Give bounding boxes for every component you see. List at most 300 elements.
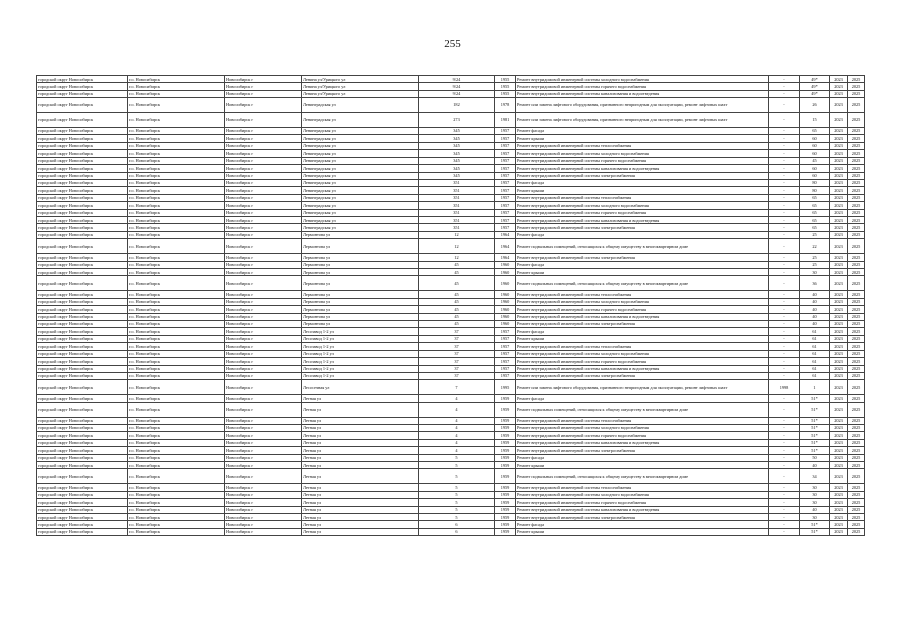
cell-municipal-district: городской округ Новосибирск: [37, 127, 128, 134]
cell-municipal-district: городской округ Новосибирск: [37, 454, 128, 461]
cell-end-year: 2025: [848, 328, 865, 335]
table-row: [37, 172, 865, 179]
cell-house-number: 351: [419, 217, 495, 224]
cell-start-year: 2023: [830, 254, 848, 261]
cell-settlement: г.о. Новосибирск: [128, 514, 225, 521]
cell-work-type: Ремонт внутридомовой инженерной системы горячего водоснабжения: [516, 358, 769, 365]
cell-street: Лесозавод 1-2 ул: [302, 343, 419, 350]
cell-value: 25: [800, 261, 830, 268]
cell-settlement: г.о. Новосибирск: [128, 372, 225, 379]
cell-municipal-district: городской округ Новосибирск: [37, 514, 128, 521]
cell-street: Лермонтова ул: [302, 306, 419, 313]
cell-end-year: 2025: [848, 224, 865, 231]
cell-build-year: 1955: [495, 83, 516, 90]
cell-flag: -: [769, 231, 800, 238]
cell-work-type: Ремонт внутридомовой инженерной системы электроснабжения: [516, 224, 769, 231]
cell-end-year: 2025: [848, 217, 865, 224]
cell-build-year: 1959: [495, 402, 516, 417]
cell-house-number: 45: [419, 320, 495, 327]
cell-house-number: 4: [419, 417, 495, 424]
cell-house-number: 4: [419, 402, 495, 417]
cell-settlement: г.о. Новосибирск: [128, 506, 225, 513]
table-row: [37, 454, 865, 461]
cell-municipal-district: городской округ Новосибирск: [37, 98, 128, 113]
cell-build-year: 1960: [495, 298, 516, 305]
cell-city: Новосибирск г: [225, 372, 302, 379]
cell-build-year: 1957: [495, 194, 516, 201]
cell-end-year: 2025: [848, 484, 865, 491]
cell-municipal-district: городской округ Новосибирск: [37, 172, 128, 179]
cell-build-year: 1957: [495, 127, 516, 134]
cell-end-year: 2025: [848, 194, 865, 201]
cell-settlement: г.о. Новосибирск: [128, 462, 225, 469]
cell-work-type: Ремонт подвальных помещений, относящихся к общему имуществу в многоквартирном доме: [516, 469, 769, 484]
table-row: [37, 269, 865, 276]
cell-value: 61: [800, 328, 830, 335]
cell-end-year: 2025: [848, 454, 865, 461]
cell-start-year: 2023: [830, 313, 848, 320]
cell-start-year: 2023: [830, 395, 848, 402]
cell-value: 15: [800, 113, 830, 128]
cell-settlement: г.о. Новосибирск: [128, 231, 225, 238]
cell-start-year: 2023: [830, 98, 848, 113]
cell-street: Летная ул: [302, 439, 419, 446]
cell-street: Лесозавод 1-2 ул: [302, 328, 419, 335]
cell-settlement: г.о. Новосибирск: [128, 209, 225, 216]
cell-value: 1: [800, 380, 830, 395]
cell-start-year: 2023: [830, 231, 848, 238]
cell-municipal-district: городской округ Новосибирск: [37, 365, 128, 372]
cell-city: Новосибирск г: [225, 514, 302, 521]
cell-flag: -: [769, 320, 800, 327]
cell-municipal-district: городской округ Новосибирск: [37, 261, 128, 268]
cell-start-year: 2023: [830, 298, 848, 305]
cell-settlement: г.о. Новосибирск: [128, 358, 225, 365]
table-row: [37, 358, 865, 365]
cell-value: 40: [800, 291, 830, 298]
cell-build-year: 1959: [495, 469, 516, 484]
cell-city: Новосибирск г: [225, 224, 302, 231]
cell-build-year: 1957: [495, 335, 516, 342]
cell-work-type: Ремонт или замена лифтового оборудования, признанного непригодным для эксплуатации, ремонт лифтовых шахт: [516, 98, 769, 113]
cell-end-year: 2025: [848, 462, 865, 469]
cell-end-year: 2025: [848, 521, 865, 528]
cell-house-number: 9/24: [419, 90, 495, 97]
cell-end-year: 2025: [848, 291, 865, 298]
cell-end-year: 2025: [848, 127, 865, 134]
cell-build-year: 1964: [495, 254, 516, 261]
cell-end-year: 2025: [848, 239, 865, 254]
cell-settlement: г.о. Новосибирск: [128, 172, 225, 179]
cell-flag: -: [769, 202, 800, 209]
cell-house-number: 351: [419, 224, 495, 231]
table-row: [37, 127, 865, 134]
cell-work-type: Ремонт крыши: [516, 462, 769, 469]
cell-house-number: 5: [419, 491, 495, 498]
cell-municipal-district: городской округ Новосибирск: [37, 298, 128, 305]
table-row: [37, 306, 865, 313]
cell-end-year: 2025: [848, 172, 865, 179]
cell-city: Новосибирск г: [225, 276, 302, 291]
cell-house-number: 5: [419, 506, 495, 513]
cell-street: Летная ул: [302, 484, 419, 491]
cell-settlement: г.о. Новосибирск: [128, 402, 225, 417]
cell-flag: -: [769, 454, 800, 461]
cell-value: 30: [800, 499, 830, 506]
cell-settlement: г.о. Новосибирск: [128, 157, 225, 164]
cell-city: Новосибирск г: [225, 291, 302, 298]
cell-city: Новосибирск г: [225, 335, 302, 342]
cell-city: Новосибирск г: [225, 194, 302, 201]
cell-city: Новосибирск г: [225, 306, 302, 313]
cell-street: Лесозавод 1-2 ул: [302, 335, 419, 342]
cell-end-year: 2025: [848, 269, 865, 276]
cell-house-number: 4: [419, 447, 495, 454]
cell-settlement: г.о. Новосибирск: [128, 254, 225, 261]
cell-street: Ленинградская ул: [302, 157, 419, 164]
cell-city: Новосибирск г: [225, 328, 302, 335]
cell-street: Летная ул: [302, 402, 419, 417]
cell-build-year: 1995: [495, 380, 516, 395]
cell-street: Летная ул: [302, 417, 419, 424]
table-row: [37, 254, 865, 261]
table-row: [37, 402, 865, 417]
cell-house-number: 273: [419, 113, 495, 128]
cell-start-year: 2023: [830, 209, 848, 216]
cell-value: 40: [800, 298, 830, 305]
cell-flag: -: [769, 113, 800, 128]
cell-end-year: 2025: [848, 254, 865, 261]
cell-value: 80: [800, 187, 830, 194]
cell-end-year: 2025: [848, 209, 865, 216]
cell-municipal-district: городской округ Новосибирск: [37, 424, 128, 431]
cell-work-type: Ремонт внутридомовой инженерной системы канализования и водоотведения: [516, 365, 769, 372]
table-row: [37, 142, 865, 149]
cell-flag: -: [769, 172, 800, 179]
cell-work-type: Ремонт внутридомовой инженерной системы холодного водоснабжения: [516, 76, 769, 83]
table-row: [37, 469, 865, 484]
cell-build-year: 1978: [495, 98, 516, 113]
cell-municipal-district: городской округ Новосибирск: [37, 276, 128, 291]
cell-municipal-district: городской округ Новосибирск: [37, 447, 128, 454]
cell-value: 51*: [800, 447, 830, 454]
cell-end-year: 2025: [848, 424, 865, 431]
cell-flag: -: [769, 417, 800, 424]
cell-work-type: Ремонт подвальных помещений, относящихся к общему имуществу в многоквартирном доме: [516, 239, 769, 254]
cell-flag: -: [769, 135, 800, 142]
cell-city: Новосибирск г: [225, 402, 302, 417]
cell-value: 65: [800, 209, 830, 216]
cell-build-year: 1959: [495, 432, 516, 439]
cell-city: Новосибирск г: [225, 127, 302, 134]
cell-flag: -: [769, 447, 800, 454]
cell-municipal-district: городской округ Новосибирск: [37, 254, 128, 261]
cell-street: Лермонтова ул: [302, 298, 419, 305]
cell-city: Новосибирск г: [225, 395, 302, 402]
cell-work-type: Ремонт внутридомовой инженерной системы горячего водоснабжения: [516, 83, 769, 90]
cell-value: 51*: [800, 521, 830, 528]
table-row: [37, 499, 865, 506]
cell-street: Ленинградская ул: [302, 179, 419, 186]
cell-work-type: Ремонт или замена лифтового оборудования, признанного непригодным для эксплуатации, ремонт лифтовых шахт: [516, 380, 769, 395]
cell-municipal-district: городской округ Новосибирск: [37, 395, 128, 402]
cell-end-year: 2025: [848, 165, 865, 172]
cell-street: Ленинградская ул: [302, 113, 419, 128]
cell-house-number: 45: [419, 313, 495, 320]
cell-flag: -: [769, 328, 800, 335]
cell-work-type: Ремонт или замена лифтового оборудования, признанного непригодным для эксплуатации, ремонт лифтовых шахт: [516, 113, 769, 128]
cell-municipal-district: городской округ Новосибирск: [37, 432, 128, 439]
cell-start-year: 2023: [830, 365, 848, 372]
table-row: [37, 417, 865, 424]
cell-build-year: 1959: [495, 447, 516, 454]
cell-work-type: Ремонт внутридомовой инженерной системы горячего водоснабжения: [516, 157, 769, 164]
cell-build-year: 1955: [495, 90, 516, 97]
cell-value: 51*: [800, 395, 830, 402]
cell-start-year: 2023: [830, 528, 848, 535]
cell-build-year: 1959: [495, 499, 516, 506]
cell-end-year: 2025: [848, 491, 865, 498]
cell-work-type: Ремонт подвальных помещений, относящихся к общему имуществу в многоквартирном доме: [516, 276, 769, 291]
cell-municipal-district: городской округ Новосибирск: [37, 179, 128, 186]
cell-settlement: г.о. Новосибирск: [128, 194, 225, 201]
cell-municipal-district: городской округ Новосибирск: [37, 380, 128, 395]
table-row: [37, 343, 865, 350]
cell-value: 61: [800, 372, 830, 379]
cell-city: Новосибирск г: [225, 76, 302, 83]
cell-start-year: 2023: [830, 291, 848, 298]
cell-end-year: 2025: [848, 113, 865, 128]
cell-work-type: Ремонт фасада: [516, 179, 769, 186]
cell-street: Лермонтова ул: [302, 239, 419, 254]
cell-value: 36: [800, 276, 830, 291]
cell-work-type: Ремонт фасада: [516, 521, 769, 528]
cell-work-type: Ремонт внутридомовой инженерной системы электроснабжения: [516, 254, 769, 261]
cell-flag: -: [769, 83, 800, 90]
cell-build-year: 1957: [495, 372, 516, 379]
cell-work-type: Ремонт фасада: [516, 454, 769, 461]
cell-settlement: г.о. Новосибирск: [128, 439, 225, 446]
cell-start-year: 2023: [830, 484, 848, 491]
table-row: [37, 76, 865, 83]
cell-settlement: г.о. Новосибирск: [128, 298, 225, 305]
cell-municipal-district: городской округ Новосибирск: [37, 439, 128, 446]
cell-end-year: 2025: [848, 157, 865, 164]
cell-house-number: 4: [419, 439, 495, 446]
cell-house-number: 351: [419, 209, 495, 216]
table-row: [37, 209, 865, 216]
cell-work-type: Ремонт фасада: [516, 261, 769, 268]
cell-flag: -: [769, 506, 800, 513]
cell-work-type: Ремонт внутридомовой инженерной системы электроснабжения: [516, 320, 769, 327]
cell-build-year: 1957: [495, 165, 516, 172]
cell-start-year: 2023: [830, 506, 848, 513]
cell-city: Новосибирск г: [225, 298, 302, 305]
table-row: [37, 462, 865, 469]
cell-municipal-district: городской округ Новосибирск: [37, 157, 128, 164]
cell-value: 40: [800, 320, 830, 327]
cell-settlement: г.о. Новосибирск: [128, 202, 225, 209]
cell-street: Лермонтова ул: [302, 261, 419, 268]
cell-municipal-district: городской округ Новосибирск: [37, 135, 128, 142]
table-row: [37, 187, 865, 194]
cell-street: Лермонтова ул: [302, 276, 419, 291]
cell-start-year: 2023: [830, 343, 848, 350]
cell-start-year: 2023: [830, 372, 848, 379]
cell-start-year: 2023: [830, 217, 848, 224]
cell-flag: -: [769, 217, 800, 224]
cell-start-year: 2023: [830, 462, 848, 469]
cell-street: Ленинградская ул: [302, 209, 419, 216]
cell-city: Новосибирск г: [225, 521, 302, 528]
cell-start-year: 2023: [830, 424, 848, 431]
cell-start-year: 2023: [830, 202, 848, 209]
cell-build-year: 1955: [495, 76, 516, 83]
cell-work-type: Ремонт крыши: [516, 135, 769, 142]
cell-house-number: 5: [419, 499, 495, 506]
cell-work-type: Ремонт фасада: [516, 395, 769, 402]
cell-start-year: 2023: [830, 447, 848, 454]
cell-settlement: г.о. Новосибирск: [128, 261, 225, 268]
cell-city: Новосибирск г: [225, 98, 302, 113]
cell-start-year: 2023: [830, 432, 848, 439]
cell-flag: -: [769, 462, 800, 469]
cell-flag: -: [769, 402, 800, 417]
cell-municipal-district: городской округ Новосибирск: [37, 350, 128, 357]
cell-work-type: Ремонт крыши: [516, 528, 769, 535]
cell-flag: -: [769, 528, 800, 535]
cell-flag: -: [769, 313, 800, 320]
cell-value: 40: [800, 306, 830, 313]
table-row: [37, 194, 865, 201]
cell-street: Летная ул: [302, 514, 419, 521]
cell-build-year: 1960: [495, 306, 516, 313]
cell-street: Летная ул: [302, 506, 419, 513]
cell-value: 45: [800, 157, 830, 164]
cell-city: Новосибирск г: [225, 484, 302, 491]
cell-work-type: Ремонт фасада: [516, 328, 769, 335]
cell-settlement: г.о. Новосибирск: [128, 484, 225, 491]
cell-settlement: г.о. Новосибирск: [128, 150, 225, 157]
cell-street: Летная ул: [302, 491, 419, 498]
cell-start-year: 2023: [830, 491, 848, 498]
cell-municipal-district: городской округ Новосибирск: [37, 239, 128, 254]
cell-street: Летная ул: [302, 499, 419, 506]
table-row: [37, 439, 865, 446]
cell-flag: -: [769, 499, 800, 506]
cell-build-year: 1957: [495, 187, 516, 194]
cell-work-type: Ремонт внутридомовой инженерной системы канализования и водоотведения: [516, 506, 769, 513]
cell-value: 51*: [800, 528, 830, 535]
cell-city: Новосибирск г: [225, 172, 302, 179]
cell-city: Новосибирск г: [225, 90, 302, 97]
cell-build-year: 1957: [495, 150, 516, 157]
cell-flag: -: [769, 365, 800, 372]
cell-street: Летная ул: [302, 528, 419, 535]
cell-build-year: 1957: [495, 350, 516, 357]
cell-flag: -: [769, 239, 800, 254]
cell-end-year: 2025: [848, 395, 865, 402]
cell-value: 51*: [800, 424, 830, 431]
cell-settlement: г.о. Новосибирск: [128, 343, 225, 350]
cell-end-year: 2025: [848, 231, 865, 238]
cell-start-year: 2023: [830, 179, 848, 186]
cell-work-type: Ремонт крыши: [516, 269, 769, 276]
cell-work-type: Ремонт внутридомовой инженерной системы электроснабжения: [516, 447, 769, 454]
cell-street: Лермонтова ул: [302, 320, 419, 327]
cell-end-year: 2025: [848, 439, 865, 446]
cell-house-number: 9/24: [419, 76, 495, 83]
cell-value: 65: [800, 217, 830, 224]
cell-build-year: 1960: [495, 276, 516, 291]
cell-end-year: 2025: [848, 372, 865, 379]
cell-flag: -: [769, 209, 800, 216]
cell-house-number: 5: [419, 469, 495, 484]
cell-value: 65: [800, 127, 830, 134]
cell-value: 25: [800, 231, 830, 238]
cell-value: 49*: [800, 83, 830, 90]
cell-street: Летная ул: [302, 462, 419, 469]
cell-municipal-district: городской округ Новосибирск: [37, 372, 128, 379]
cell-flag: 1998: [769, 380, 800, 395]
cell-end-year: 2025: [848, 447, 865, 454]
cell-work-type: Ремонт фасада: [516, 127, 769, 134]
table-row: [37, 261, 865, 268]
cell-value: 51*: [800, 417, 830, 424]
cell-municipal-district: городской округ Новосибирск: [37, 469, 128, 484]
cell-house-number: 345: [419, 135, 495, 142]
cell-build-year: 1957: [495, 157, 516, 164]
cell-end-year: 2025: [848, 417, 865, 424]
cell-street: Лесосечная ул: [302, 380, 419, 395]
cell-street: Лермонтова ул: [302, 231, 419, 238]
cell-build-year: 1957: [495, 135, 516, 142]
cell-value: 49*: [800, 76, 830, 83]
cell-street: Ленинградская ул: [302, 135, 419, 142]
table-row: [37, 491, 865, 498]
cell-value: 30: [800, 514, 830, 521]
cell-start-year: 2023: [830, 83, 848, 90]
cell-house-number: 9/24: [419, 83, 495, 90]
cell-settlement: г.о. Новосибирск: [128, 135, 225, 142]
cell-start-year: 2023: [830, 306, 848, 313]
cell-value: 61: [800, 343, 830, 350]
cell-end-year: 2025: [848, 306, 865, 313]
cell-city: Новосибирск г: [225, 269, 302, 276]
cell-city: Новосибирск г: [225, 499, 302, 506]
cell-flag: -: [769, 127, 800, 134]
cell-flag: -: [769, 76, 800, 83]
cell-end-year: 2025: [848, 135, 865, 142]
cell-city: Новосибирск г: [225, 179, 302, 186]
cell-municipal-district: городской округ Новосибирск: [37, 194, 128, 201]
cell-street: Лесозавод 1-2 ул: [302, 372, 419, 379]
cell-build-year: 1959: [495, 491, 516, 498]
cell-end-year: 2025: [848, 365, 865, 372]
table-row: [37, 328, 865, 335]
cell-end-year: 2025: [848, 506, 865, 513]
cell-settlement: г.о. Новосибирск: [128, 424, 225, 431]
cell-house-number: 6: [419, 528, 495, 535]
cell-city: Новосибирск г: [225, 454, 302, 461]
cell-municipal-district: городской округ Новосибирск: [37, 462, 128, 469]
cell-municipal-district: городской округ Новосибирск: [37, 306, 128, 313]
cell-work-type: Ремонт внутридомовой инженерной системы теплоснабжения: [516, 417, 769, 424]
table-row: [37, 98, 865, 113]
cell-flag: -: [769, 291, 800, 298]
cell-value: 80: [800, 179, 830, 186]
cell-house-number: 7: [419, 380, 495, 395]
